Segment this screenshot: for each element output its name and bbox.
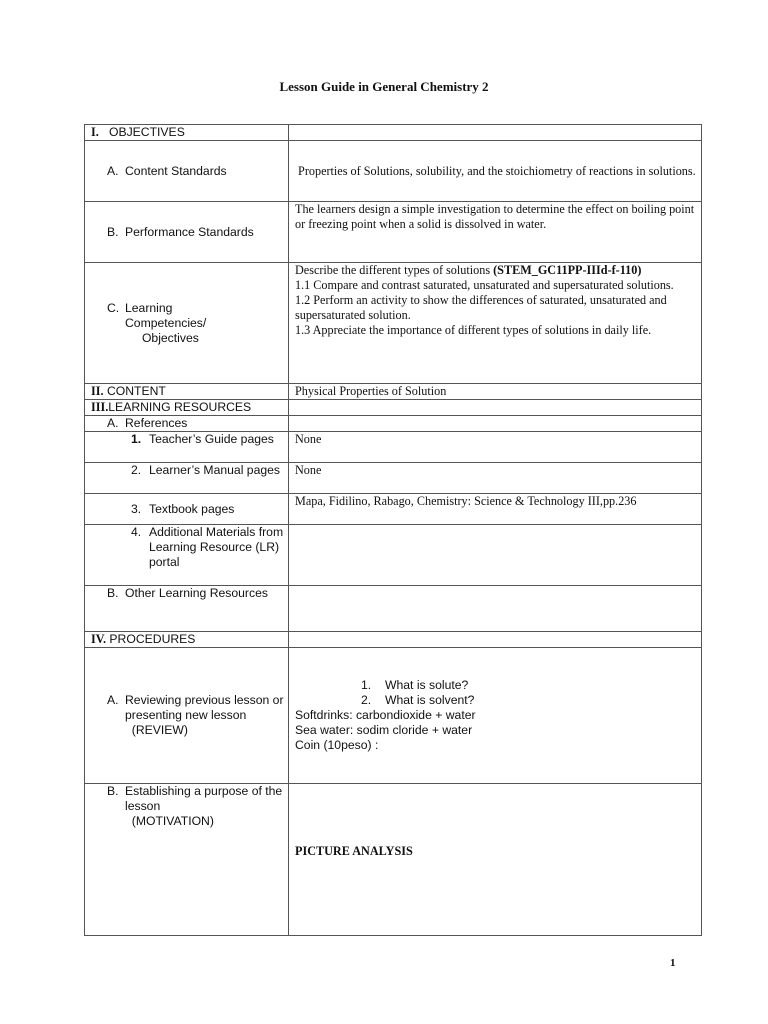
additional-materials-label: 4. Additional Materials from Learning Resource (LR) portal (85, 525, 289, 586)
review-content (289, 648, 702, 784)
motivation-label: B. Establishing a purpose of the lesson (MOTIVATION) (85, 784, 289, 936)
review-line: Softdrinks: carbondioxide + water (295, 708, 476, 722)
content-standards-label: A. Content Standards (85, 141, 289, 202)
content-standards-value: Properties of Solutions, solubility, and the stoichiometry of reactions in solutions. (289, 141, 702, 202)
review-row (85, 648, 702, 784)
teachers-guide-label: 1. Teacher’s Guide pages (85, 432, 289, 463)
references-row (85, 416, 702, 432)
review-line: Coin (10peso) : (295, 738, 379, 752)
other-resources-row (85, 586, 702, 632)
content-value: Physical Properties of Solution (289, 384, 702, 400)
other-resources-value (289, 586, 702, 632)
competency-intro: Describe the different types of solutions (295, 263, 494, 277)
resource-item-row (85, 432, 702, 463)
resource-item-row (85, 494, 702, 525)
performance-standards-label: B. Performance Standards (85, 202, 289, 263)
competency-item: 1.2 Perform an activity to show the differences of saturated, unsaturated and supersaturated solution. (295, 293, 667, 322)
motivation-content (289, 784, 702, 936)
performance-standards-row (85, 202, 702, 263)
motivation-row (85, 784, 702, 936)
performance-standards-value: The learners design a simple investigation to determine the effect on boiling point or freezing point when a solid is dissolved in water. (289, 202, 702, 263)
learning-competencies-row (85, 263, 702, 384)
review-label: A. Reviewing previous lesson or presenting new lesson (REVIEW) (85, 648, 289, 784)
resource-item-row (85, 463, 702, 494)
competency-item: 1.1 Compare and contrast saturated, unsaturated and supersaturated solutions. (295, 278, 674, 292)
review-question: 2. What is solvent? (361, 693, 475, 707)
objectives-header-row (85, 125, 702, 141)
picture-analysis-heading: PICTURE ANALYSIS (295, 844, 413, 858)
learners-manual-label: 2. Learner’s Manual pages (85, 463, 289, 494)
additional-materials-value (289, 525, 702, 586)
procedures-heading: IV. PROCEDURES (85, 632, 289, 648)
resource-item-row (85, 525, 702, 586)
review-line: Sea water: sodim cloride + water (295, 723, 473, 737)
content-row (85, 384, 702, 400)
references-label: A. References (85, 416, 289, 432)
resources-heading: III.LEARNING RESOURCES (85, 400, 289, 416)
page-number: 1 (670, 957, 676, 969)
competency-code: (STEM_GC11PP-IIId-f-110) (493, 263, 642, 277)
learning-competencies-value (289, 263, 702, 384)
review-question: 1. What is solute? (361, 678, 469, 692)
other-resources-label: B. Other Learning Resources (85, 586, 289, 632)
resources-header-row (85, 400, 702, 416)
textbook-pages-value: Mapa, Fidilino, Rabago, Chemistry: Science & Technology III,pp.236 (289, 494, 702, 525)
content-heading: II. CONTENT (85, 384, 289, 400)
learners-manual-value: None (289, 463, 702, 494)
content-standards-row (85, 141, 702, 202)
competency-item: 1.3 Appreciate the importance of different types of solutions in daily life. (295, 323, 652, 337)
lesson-guide-table (84, 124, 702, 936)
objectives-heading: I. OBJECTIVES (85, 125, 289, 141)
learning-competencies-label: C. Learning Competencies/ Objectives (85, 263, 289, 384)
document-title: Lesson Guide in General Chemistry 2 (279, 79, 489, 94)
procedures-header-row (85, 632, 702, 648)
teachers-guide-value: None (289, 432, 702, 463)
textbook-pages-label: 3. Textbook pages (85, 494, 289, 525)
